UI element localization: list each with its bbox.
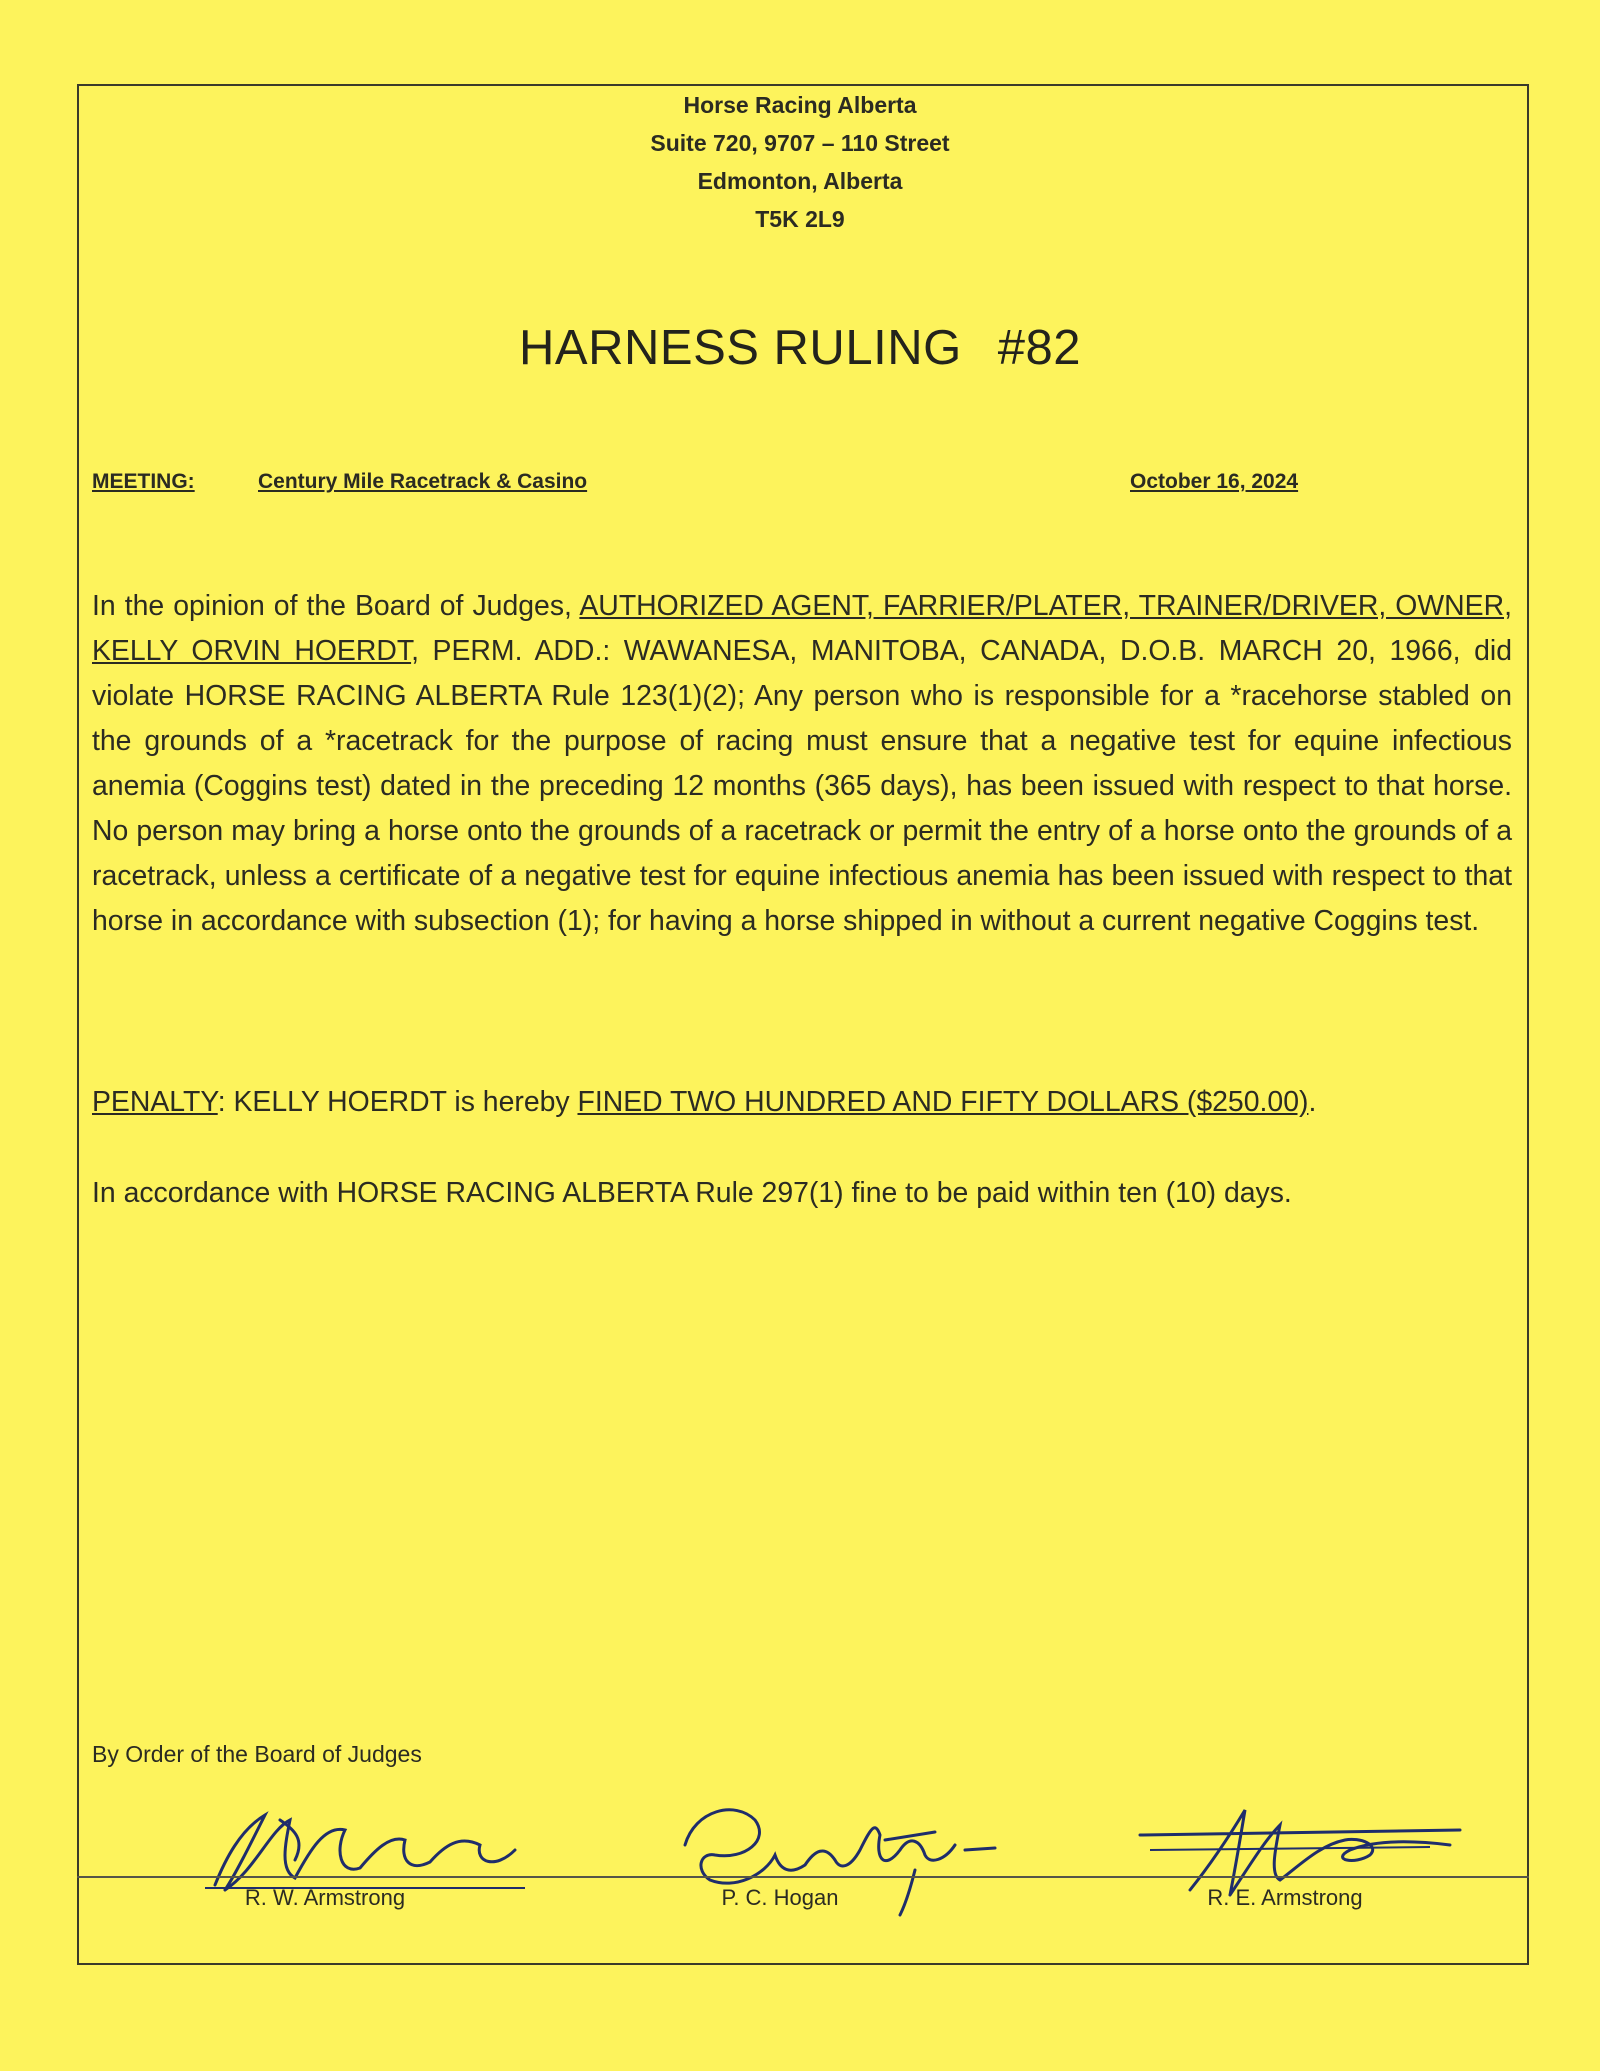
body-details: , PERM. ADD.: WAWANESA, MANITOBA, CANADA, D.O.B. MARCH 20, 1966, did violate HORSE RACING ALBERTA Rule 123(1)(2); Any person who is responsible for a *racehorse stabled on the grounds of a *racetrack for the purpose of racing must ensure that a negative test for equine infectious anemia (Coggins test) dated in the preceding 12 months (365 days), has been issued with respect to that horse. No person may bring a horse onto the grounds of a racetrack or permit the entry of a horse onto the grounds of a racetrack, unless a certificate of a negative test for equine infectious anemia has been issued with respect to that horse in accordance with subsection (1); for having a horse shipped in without a current negative Coggins test. [92,635,1512,937]
body-intro: In the opinion of the Board of Judges, [92,590,580,622]
ruling-number: #82 [997,321,1081,375]
signatory-name-1: R. W. Armstrong [244,1885,406,1910]
organization-name: Horse Racing Alberta [683,92,917,118]
penalty-end: . [1308,1086,1317,1118]
signatory-name-2: P. C. Hogan [721,1885,839,1910]
penalty-text: : KELLY HOERDT is hereby [217,1086,578,1118]
licensee-roles: AUTHORIZED AGENT, FARRIER/PLATER, TRAINER/DRIVER, OWNER, [579,590,1512,622]
signature-line [77,1876,1529,1878]
penalty-fine: FINED TWO HUNDRED AND FIFTY DOLLARS ($250.00) [577,1086,1309,1118]
ruling-title: HARNESS RULING [519,321,962,375]
meeting-label: MEETING: [92,470,195,493]
ruling-body [92,584,1512,944]
address-line-2: Edmonton, Alberta [697,168,903,194]
signature-rw-armstrong [195,1790,535,1900]
meeting-venue: Century Mile Racetrack & Casino [258,470,588,493]
meeting-date: October 16, 2024 [1130,470,1299,493]
ruling-heading [0,320,1600,376]
payment-paragraph: In accordance with HORSE RACING ALBERTA Rule 297(1) fine to be paid within ten (10) days. [92,1177,1292,1209]
meeting-row [92,470,1342,500]
letterhead [0,86,1600,238]
licensee-name: KELLY ORVIN HOERDT [92,635,412,667]
postal-code: T5K 2L9 [755,206,845,232]
address-line-1: Suite 720, 9707 – 110 Street [650,130,950,156]
penalty-label: PENALTY [92,1086,218,1118]
signatory-name-3: R. E. Armstrong [1207,1885,1363,1910]
order-line: By Order of the Board of Judges [92,1741,422,1767]
penalty-paragraph [92,1080,1512,1125]
